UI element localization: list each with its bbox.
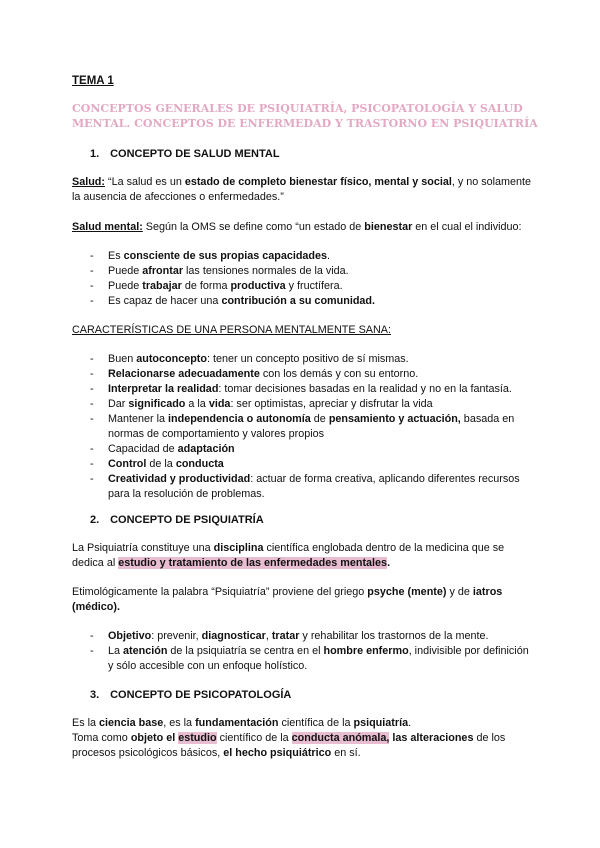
- list-item: - Dar significado a la vida: ser optimistas, apreciar y disfrutar la vida: [72, 397, 532, 412]
- psicopatologia-line-1: Es la ciencia base, es la fundamentación científica de la psiquiatría.: [72, 717, 412, 729]
- title-line-1: CONCEPTOS GENERALES DE PSIQUIATRÍA, PSICOPATOLOGÍA Y SALUD: [72, 102, 523, 115]
- list-item: - Buen autoconcepto: tener un concepto positivo de sí mismas.: [72, 352, 532, 367]
- section-1-heading: 1. CONCEPTO DE SALUD MENTAL: [90, 148, 280, 160]
- psiquiatria-paragraph: La Psiquiatría constituye una disciplina científica englobada dentro de la medicina que se dedica al estudio y tratamiento de las enfermedades mentales.: [72, 542, 505, 569]
- list-item: - La atención de la psiquiatría se centra en el hombre enfermo, indivisible por definición y sólo accesible con un enfoque holístico.: [72, 644, 532, 674]
- list-item: - Mantener la independencia o autonomía de pensamiento y actuación, basada en normas de comportamiento y valores propios: [72, 412, 532, 442]
- list-item: - Control de la conducta: [72, 457, 532, 472]
- document-title: [72, 101, 542, 131]
- list-item: - Es capaz de hacer una contribución a su comunidad.: [72, 294, 532, 309]
- section-3-heading: 3. CONCEPTO DE PSICOPATOLOGÍA: [90, 689, 292, 701]
- list-item: - Puede afrontar las tensiones normales de la vida.: [72, 264, 532, 279]
- salud-mental-list: [72, 249, 532, 309]
- list-item: - Puede trabajar de forma productiva y fructífera.: [72, 279, 532, 294]
- list-item: - Interpretar la realidad: tomar decisiones basadas en la realidad y no en la fantasía.: [72, 382, 532, 397]
- title-line-2: MENTAL. CONCEPTOS DE ENFERMEDAD Y TRASTORNO EN PSIQUIATRÍA: [72, 117, 538, 130]
- list-item: - Es consciente de sus propias capacidades.: [72, 249, 532, 264]
- etimologia-paragraph: Etimológicamente la palabra “Psiquiatría” proviene del griego psyche (mente) y de iatros (médico).: [72, 586, 503, 613]
- caracteristicas-heading: CARACTERÍSTICAS DE UNA PERSONA MENTALMENTE SANA:: [72, 324, 391, 336]
- section-2-heading: 2. CONCEPTO DE PSIQUIATRÍA: [90, 514, 264, 526]
- list-item: - Objetivo: prevenir, diagnosticar, tratar y rehabilitar los trastornos de la mente.: [72, 629, 532, 644]
- caracteristicas-list: [72, 352, 532, 502]
- psicopatologia-paragraph: [72, 716, 532, 761]
- tema-heading: TEMA 1: [72, 75, 114, 87]
- salud-definition: Salud: “La salud es un estado de completo bienestar físico, mental y social, y no solamente la ausencia de afecciones o enfermedades.”: [72, 176, 532, 203]
- list-item: - Relacionarse adecuadamente con los demás y con su entorno.: [72, 367, 532, 382]
- list-item: - Capacidad de adaptación: [72, 442, 532, 457]
- psiquiatria-list: [72, 629, 532, 674]
- psicopatologia-line-2: Toma como objeto el estudio científico de la conducta anómala, las alteraciones de los procesos psicológicos básicos, el hecho psiquiátrico en sí.: [72, 732, 506, 759]
- salud-mental-definition: Salud mental: Según la OMS se define como “un estado de bienestar en el cual el individuo:: [72, 221, 522, 233]
- list-item: - Creatividad y productividad: actuar de forma creativa, aplicando diferentes recursos para la resolución de problemas.: [72, 472, 532, 502]
